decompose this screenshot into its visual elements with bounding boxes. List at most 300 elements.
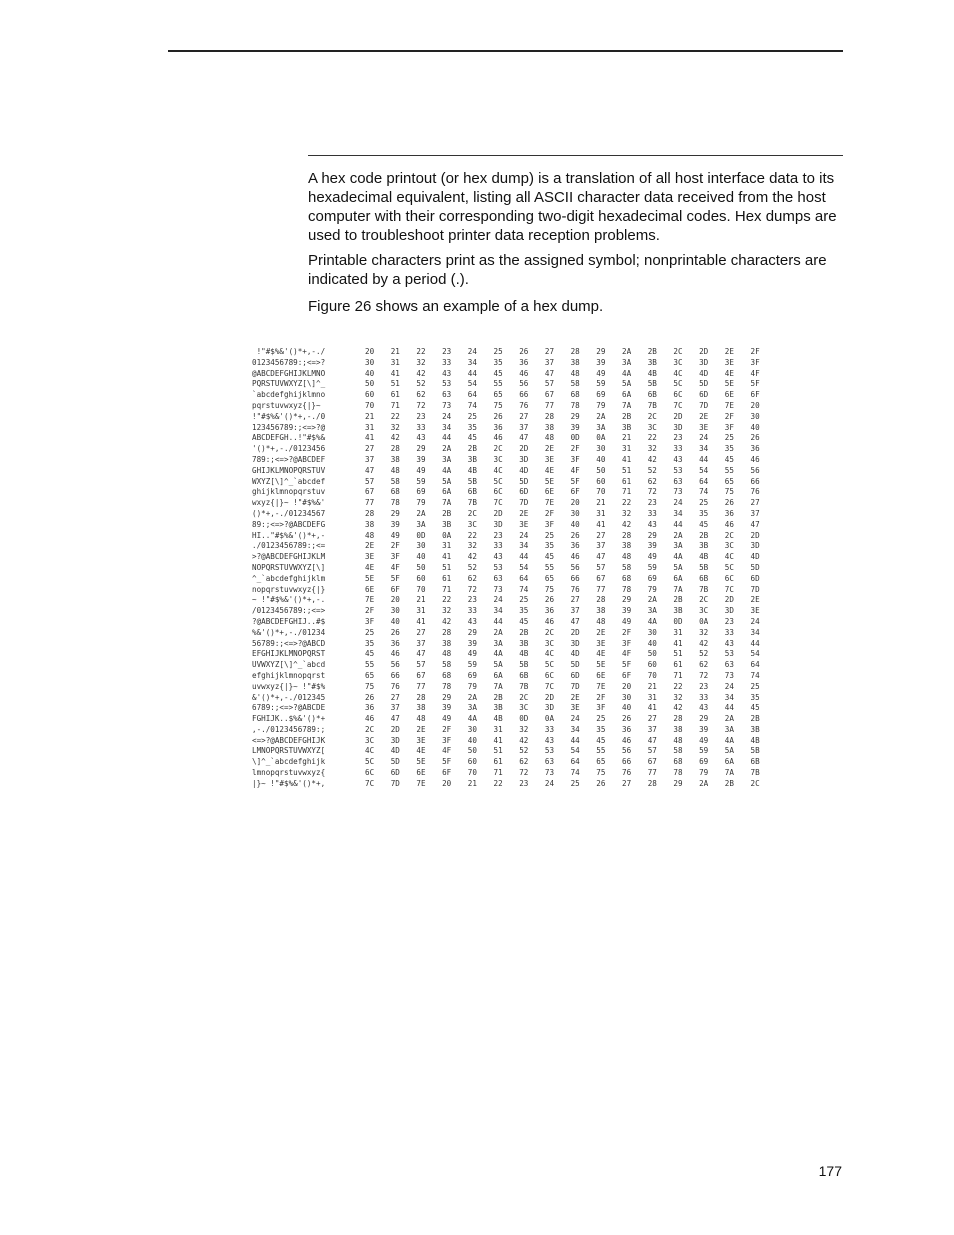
hex-dump-byte: 2F (365, 606, 375, 616)
hex-dump-byte: 4D (750, 552, 760, 562)
hex-dump-byte: 30 (596, 444, 606, 454)
hex-dump-row (250, 433, 770, 444)
hex-dump-ascii: |}~ !"#$%&'()*+, (252, 778, 326, 788)
hex-dump-byte: 61 (622, 476, 632, 486)
hex-dump-ascii: lmnopqrstuvwxyz{ (252, 768, 326, 778)
hex-dump-byte: 4A (442, 465, 452, 475)
hex-dump-byte: 35 (493, 357, 503, 367)
hex-dump-byte: 6A (724, 757, 734, 767)
hex-dump-byte: 6E (544, 487, 555, 497)
hex-dump-byte: 46 (750, 454, 760, 464)
hex-dump-byte: 7A (724, 768, 734, 778)
hex-dump-byte: 34 (724, 692, 734, 702)
hex-dump-byte: 68 (622, 573, 632, 583)
hex-dump-byte: 72 (416, 400, 426, 410)
hex-dump-byte: 77 (647, 768, 657, 778)
hex-dump-byte: 5B (750, 746, 760, 756)
hex-dump-byte: 5B (519, 660, 529, 670)
hex-dump-byte: 35 (519, 606, 529, 616)
hex-dump-byte: 7E (724, 400, 734, 410)
hex-dump-byte: 43 (544, 735, 555, 745)
hex-dump-byte: 31 (647, 692, 657, 702)
hex-dump-byte: 45 (596, 735, 606, 745)
hex-dump-byte: 27 (596, 530, 606, 540)
hex-dump-byte: 0A (596, 433, 606, 443)
hex-dump-byte: 58 (390, 476, 400, 486)
hex-dump-byte: 59 (467, 660, 477, 670)
hex-dump-byte: 33 (724, 627, 734, 637)
hex-dump-byte: 23 (647, 498, 657, 508)
hex-dump-byte: 43 (673, 454, 683, 464)
hex-dump-byte: 43 (699, 703, 709, 713)
hex-dump-byte: 52 (519, 746, 529, 756)
hex-dump-byte: 28 (442, 627, 452, 637)
hex-dump-byte: 3F (442, 735, 452, 745)
hex-dump-byte: 32 (390, 422, 400, 432)
hex-dump-byte: 25 (519, 595, 529, 605)
hex-dump-byte: 32 (699, 627, 709, 637)
hex-dump-byte: 30 (390, 606, 400, 616)
hex-dump-byte: 46 (570, 552, 580, 562)
hex-dump-byte: 2B (673, 595, 683, 605)
hex-dump-byte: 64 (467, 390, 477, 400)
hex-dump-byte: 2F (724, 411, 734, 421)
hex-dump-byte: 3D (493, 519, 503, 529)
hex-dump-byte: 4D (699, 368, 709, 378)
hex-dump-byte: 6C (544, 670, 555, 680)
hex-dump-byte: 79 (596, 400, 606, 410)
hex-dump-byte: 30 (365, 357, 375, 367)
hex-dump-byte: 35 (544, 541, 555, 551)
hex-dump-byte: 41 (647, 703, 657, 713)
hex-dump-byte: 6D (390, 768, 400, 778)
hex-dump-byte: 57 (365, 476, 375, 486)
hex-dump-byte: 72 (467, 584, 477, 594)
hex-dump-byte: 23 (673, 433, 683, 443)
hex-dump-byte: 36 (570, 541, 580, 551)
hex-dump-byte: 74 (699, 487, 709, 497)
hex-dump-byte: 54 (467, 379, 477, 389)
hex-dump-byte: 76 (519, 400, 529, 410)
hex-dump-byte: 62 (699, 660, 709, 670)
hex-dump-byte: 38 (596, 606, 606, 616)
hex-dump-byte: 23 (699, 681, 709, 691)
hex-dump-byte: 7A (493, 681, 503, 691)
hex-dump-byte: 73 (442, 400, 452, 410)
hex-dump-byte: 49 (622, 616, 632, 626)
hex-dump-byte: 20 (622, 681, 632, 691)
hex-dump-byte: 71 (442, 584, 452, 594)
hex-dump-byte: 79 (467, 681, 477, 691)
hex-dump-byte: 36 (750, 444, 760, 454)
hex-dump-byte: 37 (365, 454, 375, 464)
hex-dump-byte: 28 (673, 714, 683, 724)
hex-dump-byte: 26 (570, 530, 580, 540)
hex-dump-byte: 3D (544, 703, 555, 713)
hex-dump-byte: 5E (365, 573, 375, 583)
hex-dump-byte: 6C (673, 390, 683, 400)
hex-dump-byte: 53 (493, 562, 503, 572)
hex-dump-byte: 3F (750, 357, 760, 367)
hex-dump-byte: 2B (647, 347, 657, 356)
hex-dump-byte: 23 (493, 530, 503, 540)
hex-dump-byte: 67 (365, 487, 375, 497)
hex-dump-byte: 47 (519, 433, 529, 443)
hex-dump-row (250, 369, 770, 380)
hex-dump-byte: 51 (673, 649, 683, 659)
hex-dump-ascii: 56789:;<=>?@ABCD (252, 638, 326, 648)
hex-dump-byte: 6C (365, 768, 375, 778)
hex-dump-byte: 56 (519, 379, 529, 389)
hex-dump-byte: 72 (647, 487, 657, 497)
hex-dump-ascii: <=>?@ABCDEFGHIJK (252, 735, 326, 745)
hex-dump-byte: 48 (544, 433, 555, 443)
hex-dump-byte: 4B (647, 368, 657, 378)
hex-dump-byte: 33 (416, 422, 426, 432)
hex-dump-byte: 41 (622, 454, 632, 464)
hex-dump-byte: 22 (467, 530, 477, 540)
hex-dump-byte: 25 (365, 627, 375, 637)
hex-dump-byte: 51 (442, 562, 452, 572)
hex-dump-byte: 37 (390, 703, 400, 713)
hex-dump-byte: 38 (673, 724, 683, 734)
hex-dump-byte: 2B (442, 508, 452, 518)
hex-dump-row (250, 498, 770, 509)
hex-dump-byte: 70 (647, 670, 657, 680)
hex-dump-byte: 0A (699, 616, 709, 626)
hex-dump-row (250, 703, 770, 714)
hex-dump-byte: 38 (570, 357, 580, 367)
hex-dump-byte: 33 (699, 692, 709, 702)
hex-dump-byte: 6B (467, 487, 477, 497)
hex-dump-byte: 26 (365, 692, 375, 702)
hex-dump-byte: 61 (673, 660, 683, 670)
hex-dump-byte: 50 (647, 649, 657, 659)
hex-dump-ascii: ,-./0123456789:; (252, 724, 326, 734)
hex-dump-byte: 63 (493, 573, 503, 583)
hex-dump-byte: 29 (647, 530, 657, 540)
hex-dump-byte: 70 (596, 487, 606, 497)
hex-dump-byte: 2B (699, 530, 709, 540)
hex-dump-byte: 42 (467, 552, 477, 562)
hex-dump-byte: 35 (467, 422, 477, 432)
hex-dump-byte: 22 (622, 498, 632, 508)
hex-dump-byte: 31 (596, 508, 606, 518)
hex-dump-byte: 20 (750, 400, 760, 410)
hex-dump-byte: 73 (724, 670, 734, 680)
hex-dump-byte: 29 (596, 347, 606, 356)
hex-dump-byte: 3A (416, 519, 426, 529)
hex-dump-byte: 51 (493, 746, 503, 756)
hex-dump-byte: 66 (622, 757, 632, 767)
hex-dump-byte: 4A (724, 735, 734, 745)
hex-dump-byte: 28 (647, 778, 657, 788)
hex-dump-byte: 36 (544, 606, 555, 616)
hex-dump-byte: 27 (570, 595, 580, 605)
hex-dump-byte: 47 (596, 552, 606, 562)
hex-dump-byte: 2D (390, 724, 400, 734)
hex-dump-byte: 5A (493, 660, 503, 670)
hex-dump-byte: 2F (596, 692, 606, 702)
hex-dump-byte: 23 (467, 595, 477, 605)
hex-dump-byte: 54 (570, 746, 580, 756)
hex-dump-byte: 2F (570, 444, 580, 454)
hex-dump-byte: 47 (544, 368, 555, 378)
hex-dump-byte: 7C (724, 584, 734, 594)
hex-dump-byte: 75 (365, 681, 375, 691)
hex-dump-byte: 5C (544, 660, 555, 670)
hex-dump-byte: 2C (544, 627, 555, 637)
hex-dump-byte: 2D (724, 595, 734, 605)
hex-dump-byte: 3A (622, 357, 632, 367)
hex-dump-byte: 2D (544, 692, 555, 702)
hex-dump-byte: 72 (519, 768, 529, 778)
hex-dump-byte: 2B (724, 778, 734, 788)
hex-dump-ascii: 6789:;<=>?@ABCDE (252, 703, 326, 713)
hex-dump-byte: 34 (467, 357, 477, 367)
hex-dump-byte: 5A (442, 476, 452, 486)
hex-dump-ascii: %&'()*+,-./01234 (252, 627, 326, 637)
hex-dump-byte: 4C (493, 465, 503, 475)
hex-dump-byte: 73 (544, 768, 555, 778)
hex-dump-byte: 76 (622, 768, 632, 778)
hex-dump-byte: 58 (673, 746, 683, 756)
hex-dump-byte: 35 (596, 724, 606, 734)
hex-dump-byte: 3C (493, 454, 503, 464)
hex-dump-byte: 60 (596, 476, 606, 486)
hex-dump-byte: 51 (390, 379, 400, 389)
hex-dump-byte: 40 (416, 552, 426, 562)
hex-dump-byte: 37 (570, 606, 580, 616)
hex-dump-byte: 41 (673, 638, 683, 648)
hex-dump-byte: 2C (647, 411, 657, 421)
hex-dump-byte: 45 (724, 454, 734, 464)
hex-dump-byte: 4A (647, 616, 657, 626)
hex-dump-byte: 3A (493, 638, 503, 648)
hex-dump-byte: 76 (750, 487, 760, 497)
hex-dump-byte: 2E (365, 541, 375, 551)
hex-dump-byte: 3A (724, 724, 734, 734)
hex-dump-byte: 0D (673, 616, 683, 626)
hex-dump-byte: 43 (724, 638, 734, 648)
hex-dump-byte: 32 (442, 606, 452, 616)
hex-dump-byte: 2F (442, 724, 452, 734)
hex-dump-byte: 55 (365, 660, 375, 670)
hex-dump-byte: 45 (544, 552, 555, 562)
hex-dump-byte: 23 (416, 411, 426, 421)
hex-dump-row (250, 477, 770, 488)
hex-dump-byte: 77 (365, 498, 375, 508)
hex-dump-ascii: 123456789:;<=>?@ (252, 422, 326, 432)
hex-dump-byte: 5A (724, 746, 734, 756)
hex-dump-row (250, 736, 770, 747)
hex-dump-byte: 58 (622, 562, 632, 572)
hex-dump-byte: 62 (416, 390, 426, 400)
hex-dump-byte: 32 (467, 541, 477, 551)
hex-dump-byte: 5B (467, 476, 477, 486)
hex-dump-byte: 3E (750, 606, 760, 616)
hex-dump-byte: 71 (673, 670, 683, 680)
hex-dump-byte: 62 (467, 573, 477, 583)
hex-dump-byte: 28 (390, 444, 400, 454)
hex-dump-byte: 39 (570, 422, 580, 432)
hex-dump-byte: 6C (724, 573, 734, 583)
hex-dump-ascii: !"#$%&'()*+,-./0 (252, 411, 326, 421)
hex-dump-byte: 2B (622, 411, 632, 421)
hex-dump-byte: 42 (673, 703, 683, 713)
hex-dump-byte: 38 (365, 519, 375, 529)
hex-dump-ascii: \]^_`abcdefghijk (252, 757, 326, 767)
hex-dump-byte: 2C (673, 347, 683, 356)
hex-dump-byte: 7C (365, 778, 375, 788)
hex-dump-byte: 45 (365, 649, 375, 659)
hex-dump-byte: 69 (647, 573, 657, 583)
hex-dump-ascii: uvwxyz{|}~ !"#$% (252, 681, 326, 691)
hex-dump-byte: 71 (493, 768, 503, 778)
hex-dump-byte: 72 (699, 670, 709, 680)
hex-dump-byte: 68 (673, 757, 683, 767)
hex-dump-byte: 3B (493, 703, 503, 713)
hex-dump-byte: 2E (724, 347, 734, 356)
hex-dump-byte: 44 (442, 433, 452, 443)
hex-dump-byte: 0A (442, 530, 452, 540)
hex-dump-byte: 3C (365, 735, 375, 745)
hex-dump-byte: 30 (750, 411, 760, 421)
hex-dump-byte: 58 (570, 379, 580, 389)
header-rule (168, 50, 843, 52)
hex-dump-byte: 51 (622, 465, 632, 475)
hex-dump-byte: 7E (596, 681, 606, 691)
hex-dump-ascii: PQRSTUVWXYZ[\]^_ (252, 379, 326, 389)
hex-dump-byte: 45 (519, 616, 529, 626)
hex-dump-byte: 33 (673, 444, 683, 454)
hex-dump-byte: 30 (570, 508, 580, 518)
hex-dump-ascii: LMNOPQRSTUVWXYZ[ (252, 746, 326, 756)
hex-dump-byte: 44 (724, 703, 734, 713)
hex-dump-byte: 42 (390, 433, 400, 443)
hex-dump-byte: 5F (442, 757, 452, 767)
hex-dump-byte: 39 (622, 606, 632, 616)
hex-dump-byte: 38 (544, 422, 555, 432)
hex-dump-byte: 48 (390, 465, 400, 475)
hex-dump-byte: 7D (699, 400, 709, 410)
hex-dump-byte: 30 (416, 541, 426, 551)
hex-dump-byte: 30 (647, 627, 657, 637)
hex-dump-byte: 47 (570, 616, 580, 626)
hex-dump-byte: 78 (622, 584, 632, 594)
hex-dump-byte: 62 (647, 476, 657, 486)
hex-dump-row (250, 757, 770, 768)
hex-dump-byte: 2D (493, 508, 503, 518)
hex-dump-byte: 20 (442, 778, 452, 788)
hex-dump-byte: 77 (544, 400, 555, 410)
hex-dump-byte: 39 (390, 519, 400, 529)
hex-dump-byte: 43 (416, 433, 426, 443)
hex-dump-byte: 26 (390, 627, 400, 637)
hex-dump-byte: 2B (493, 692, 503, 702)
hex-dump-byte: 3C (467, 519, 477, 529)
hex-dump-byte: 2F (622, 627, 632, 637)
hex-dump-byte: 42 (416, 368, 426, 378)
hex-dump-byte: 26 (596, 778, 606, 788)
hex-dump-byte: 4F (442, 746, 452, 756)
hex-dump-byte: 6F (570, 487, 580, 497)
hex-dump-byte: 3D (390, 735, 400, 745)
hex-dump-byte: 2E (750, 595, 760, 605)
hex-dump-byte: 73 (493, 584, 503, 594)
hex-dump-byte: 22 (416, 347, 426, 356)
hex-dump-row (250, 379, 770, 390)
hex-dump-ascii: UVWXYZ[\]^_`abcd (252, 660, 326, 670)
hex-dump-byte: 76 (570, 584, 580, 594)
hex-dump-byte: 4F (570, 465, 580, 475)
hex-dump-byte: 46 (724, 519, 734, 529)
hex-dump-byte: 32 (622, 508, 632, 518)
hex-dump-byte: 2F (390, 541, 400, 551)
hex-dump-byte: 3C (544, 638, 555, 648)
hex-dump-byte: 36 (519, 357, 529, 367)
hex-dump-byte: 5D (519, 476, 529, 486)
hex-dump-row (250, 639, 770, 650)
hex-dump-byte: 23 (442, 347, 452, 356)
hex-dump-byte: 63 (724, 660, 734, 670)
hex-dump-byte: 22 (442, 595, 452, 605)
hex-dump-byte: 46 (519, 368, 529, 378)
hex-dump-byte: 33 (544, 724, 555, 734)
hex-dump-byte: 60 (467, 757, 477, 767)
hex-dump-byte: 4A (622, 368, 632, 378)
figure-reference-paragraph: Figure 26 shows an example of a hex dump. (308, 298, 604, 315)
hex-dump-byte: 39 (467, 638, 477, 648)
hex-dump-byte: 52 (647, 465, 657, 475)
hex-dump-byte: 5E (416, 757, 426, 767)
hex-dump-ascii: GHIJKLMNOPQRSTUV (252, 465, 326, 475)
hex-dump-ascii: ghijklmnopqrstuv (252, 487, 326, 497)
hex-dump-byte: 71 (390, 400, 400, 410)
hex-dump-byte: 34 (699, 444, 709, 454)
hex-dump-ascii: FGHIJK..$%&'()*+ (252, 714, 326, 724)
hex-dump-ascii: ./0123456789:;<= (252, 541, 326, 551)
hex-dump-byte: 3C (647, 422, 657, 432)
hex-dump-byte: 3B (673, 606, 683, 616)
hex-dump-byte: 3F (365, 616, 375, 626)
hex-dump-byte: 58 (442, 660, 452, 670)
hex-dump-byte: 52 (699, 649, 709, 659)
hex-dump-byte: 6A (673, 573, 683, 583)
hex-dump-byte: 25 (750, 681, 760, 691)
hex-dump-byte: 41 (390, 368, 400, 378)
hex-dump-byte: 6E (724, 390, 734, 400)
hex-dump-byte: 2D (519, 444, 529, 454)
hex-dump-byte: 3B (622, 422, 632, 432)
hex-dump-byte: 48 (365, 530, 375, 540)
hex-dump-byte: 64 (519, 573, 529, 583)
hex-dump-byte: 54 (699, 465, 709, 475)
hex-dump-byte: 65 (544, 573, 555, 583)
hex-dump-byte: 7A (673, 584, 683, 594)
hex-dump-byte: 48 (570, 368, 580, 378)
hex-dump-byte: 64 (750, 660, 760, 670)
hex-dump-byte: 4E (596, 649, 606, 659)
hex-dump-byte: 49 (390, 530, 400, 540)
hex-dump-byte: 21 (596, 498, 606, 508)
hex-dump-byte: 5D (390, 757, 400, 767)
hex-dump-byte: 7C (493, 498, 503, 508)
hex-dump-byte: 6D (750, 573, 760, 583)
hex-dump-byte: 7B (647, 400, 657, 410)
hex-dump-byte: 5D (750, 562, 760, 572)
hex-dump-byte: 24 (544, 778, 555, 788)
